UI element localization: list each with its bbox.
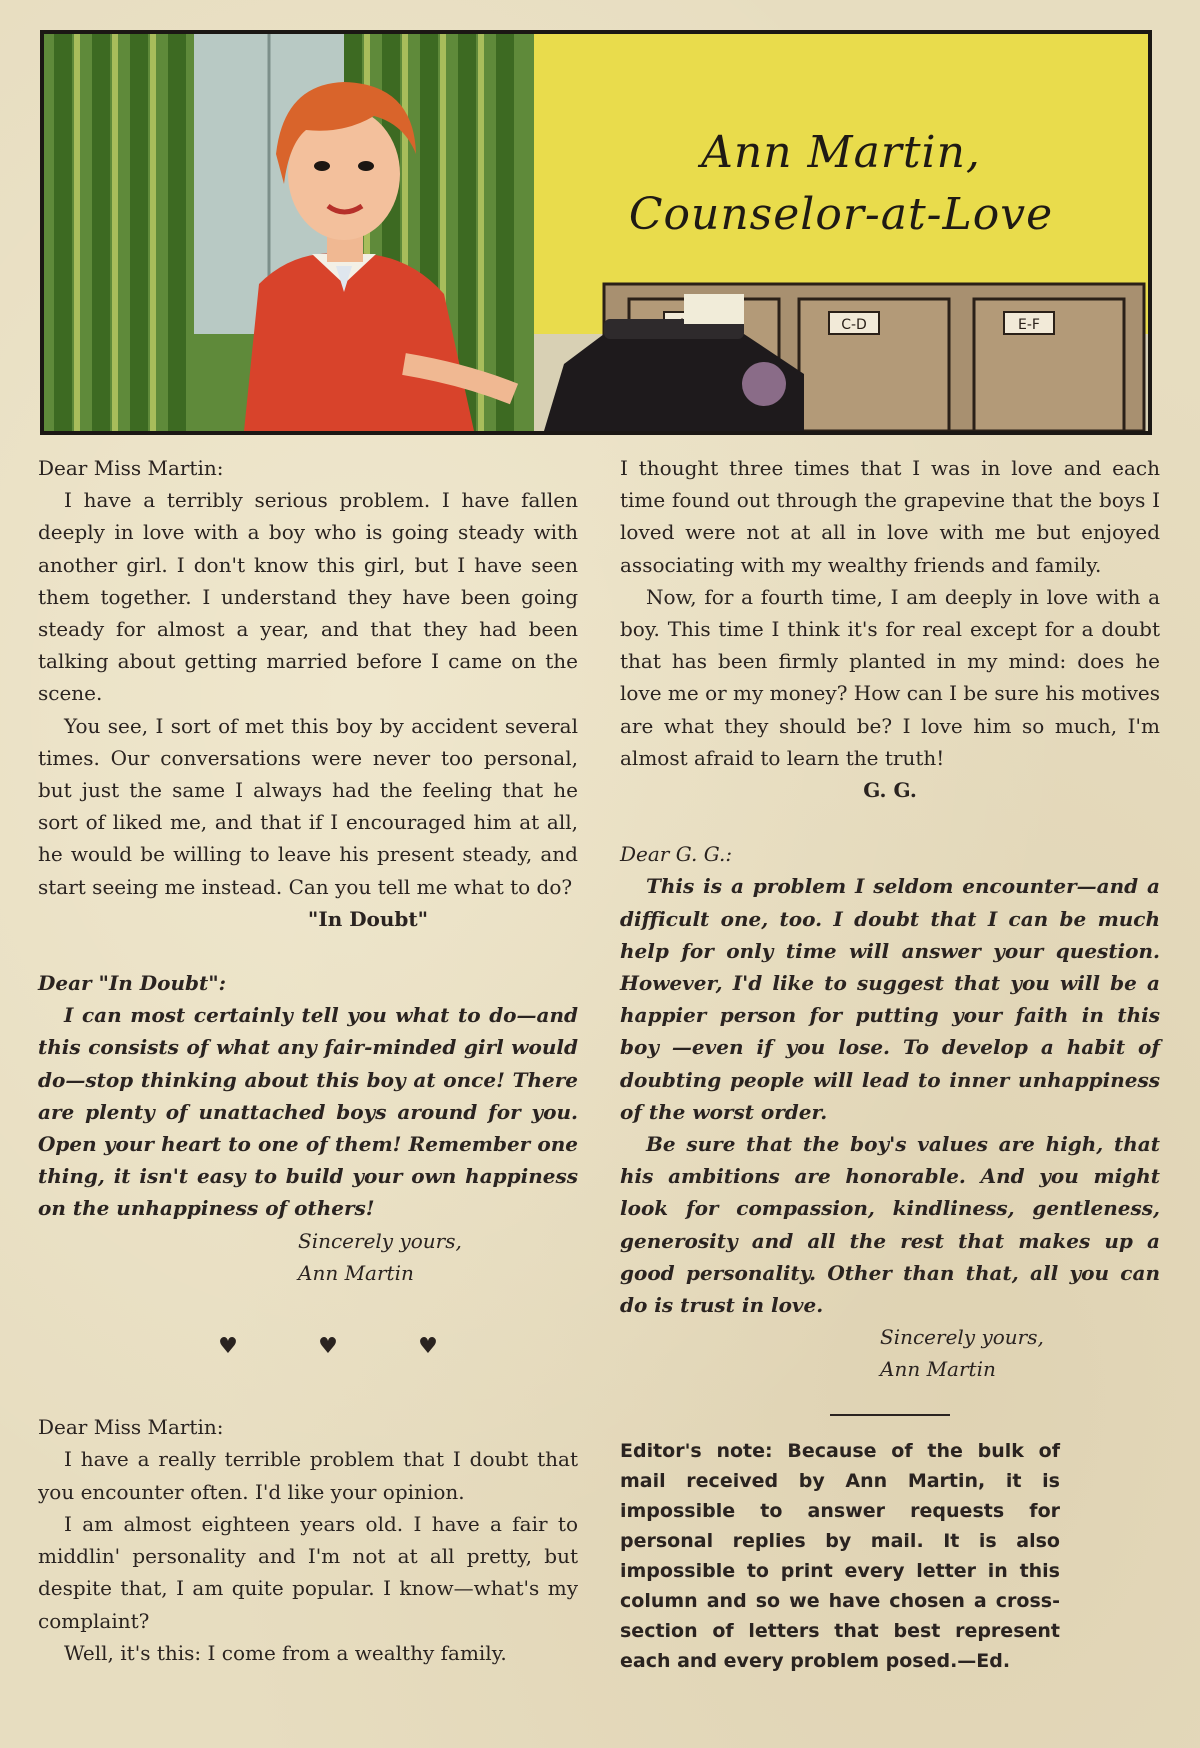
reply2-paragraph-1: This is a problem I seldom encounter—and a difficult one, too. I doubt that I can be much help for only time will answer your question. However, I'd like to suggest that you will be a happier person for putting your faith in this boy —even if you lose. To develop a habit of doubting people will lead to inner unhappiness of the worst order. [620, 874, 1160, 1124]
heart-icon: ♥ [318, 1334, 338, 1360]
letter2-paragraph-4: I thought three times that I was in love and each time found out through the grapevine that the boys I loved were not at all in love with me but enjoyed associating with my wealthy friends and family. [620, 456, 1160, 577]
letter1-paragraph-1: I have a terribly serious problem. I have fallen deeply in love with a boy who is going steady with another girl. I don't know this girl, but I have seen them together. I understand they have been going steady for almost a year, and that they had been talking about getting married before I came on the scene. [38, 488, 578, 706]
hearts-divider [178, 1331, 478, 1363]
letter2-paragraph-1: I have a really terrible problem that I doubt that you encounter often. I'd like your opinion. [38, 1447, 578, 1504]
letter2-salutation: Dear Miss Martin: [38, 1415, 224, 1440]
heart-icon: ♥ [418, 1334, 438, 1360]
letter2-paragraph-3: Well, it's this: I come from a wealthy family. [64, 1640, 507, 1665]
divider-rule [830, 1414, 950, 1416]
title-line-2: Counselor-at-Love [628, 189, 1054, 240]
reply2-name: Ann Martin [880, 1357, 996, 1382]
right-column [620, 452, 1160, 1676]
column-title [534, 34, 1148, 334]
left-column [38, 452, 578, 1669]
letter2-signature: G. G. [863, 778, 917, 803]
heart-icon: ♥ [218, 1334, 238, 1360]
reply1-salutation: Dear "In Doubt": [38, 971, 227, 996]
letter2-paragraph-5: Now, for a fourth time, I am deeply in love with a boy. This time I think it's for real except for a doubt that has been firmly planted in my mind: does he love me or my money? How can I be sure his motives are what they should be? I love him so much, I'm almost afraid to learn the truth! [620, 584, 1160, 770]
reply2-salutation: Dear G. G.: [620, 842, 733, 867]
reply1-closing: Sincerely yours, [298, 1228, 462, 1253]
reply2-paragraph-2: Be sure that the boy's values are high, that his ambitions are honorable. And you might look for compassion, kindliness, gentleness, generosity and all the rest that makes up a good personality. Other than that, all you can do is trust in love. [620, 1132, 1160, 1318]
editors-note: Editor's note: Because of the bulk of mail received by Ann Martin, it is impossible to answer requests for personal replies by mail. It is also impossible to print every letter in this column and so we have chosen a cross-section of letters that best represent each and every problem posed.—Ed. [620, 1439, 1060, 1672]
letter1-paragraph-2: You see, I sort of met this boy by accident several times. Our conversations were never too personal, but just the same I always had the feeling that he sort of liked me, and that if I encouraged him at all, he would be willing to leave his present steady, and start seeing me instead. Can you tell me what to do? [38, 713, 578, 899]
title-line-1: Ann Martin, [701, 127, 981, 178]
drawer-label-3: E-F [1018, 317, 1040, 333]
reply1-body: I can most certainly tell you what to do—and this consists of what any fair-minded girl would do—stop thinking about this boy at once! There are plenty of unattached boys around for you. Open your heart to one of them! Remember one thing, it isn't easy to build your own happiness on the unhappiness of others! [38, 1003, 578, 1221]
drawer-label-2: C-D [841, 317, 867, 333]
reply1-name: Ann Martin [298, 1260, 414, 1285]
letter2-paragraph-2: I am almost eighteen years old. I have a fair to middlin' personality and I'm not at all pretty, but despite that, I am quite popular. I know—what's my complaint? [38, 1511, 578, 1633]
letter1-salutation: Dear Miss Martin: [38, 456, 224, 480]
header-illustration [40, 30, 1152, 435]
reply2-closing: Sincerely yours, [880, 1325, 1044, 1350]
letter1-signature: "In Doubt" [307, 906, 429, 931]
